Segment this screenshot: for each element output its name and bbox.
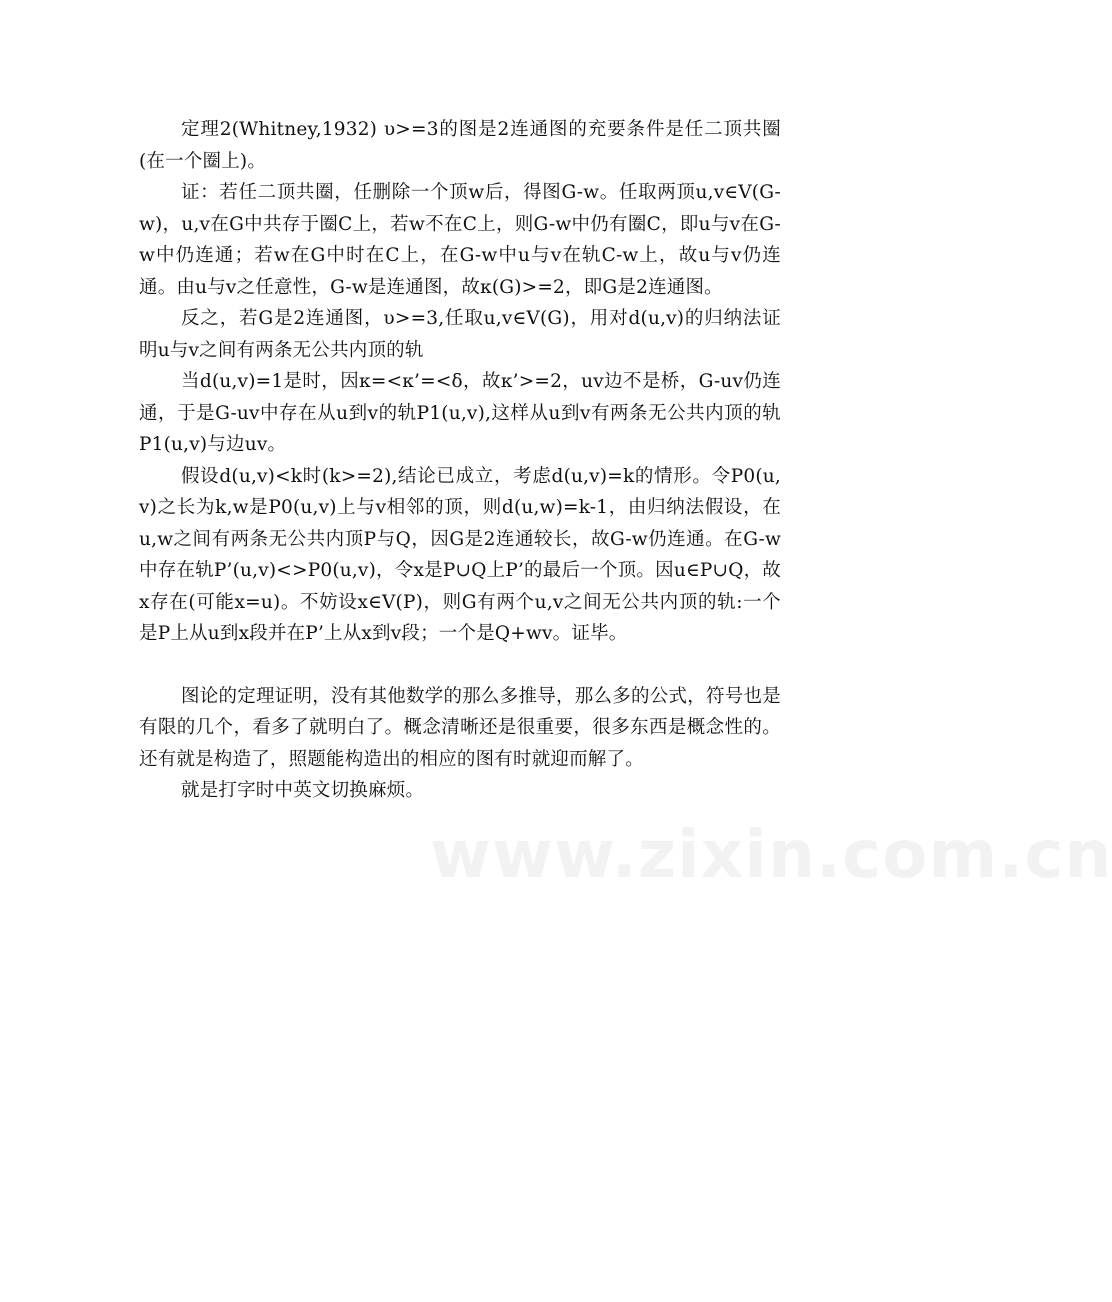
theorem-statement: 定理2(Whitney,1932) υ>=3的图是2连通图的充要条件是任二顶共圈(在一个圈上)。	[139, 119, 781, 172]
proof-induction-step: 假设d(u,v)<k时(k>=2),结论已成立，考虑d(u,v)=k的情形。令P0(u,v)之长为k,w是P0(u,v)上与v相邻的顶，则d(u,w)=k-1，由归纳法假设，在u,w之间有两条无公共内顶P与Q，因G是2连通较长，故G-w仍连通。在G-w中存在轨P’(u,v)<>P0(u,v)，令x是P∪Q上P’的最后一个顶。因u∈P∪Q，故x存在(可能x=u)。不妨设x∈V(P)，则G有两个u,v之间无公共内顶的轨:一个是P上从u到x段并在P’上从x到v段；一个是Q+wv。证毕。	[139, 465, 781, 644]
commentary-paragraph: 图论的定理证明，没有其他数学的那么多推导，那么多的公式，符号也是有限的几个，看多了就明白了。概念清晰还是很重要，很多东西是概念性的。还有就是构造了，照题能构造出的相应的图有时就迎而解了。	[139, 685, 781, 770]
watermark: www.zixin.com.cn	[430, 816, 1112, 893]
paragraph-gap	[139, 650, 781, 681]
proof-base-case: 当d(u,v)=1是时，因κ=<κ’=<δ，故κ’>=2，uv边不是桥，G-uv仍连通，于是G-uv中存在从u到v的轨P1(u,v),这样从u到v有两条无公共内顶的轨P1(u,v)与边uv。	[139, 371, 781, 455]
closing-remark: 就是打字时中英文切换麻烦。	[181, 780, 425, 801]
proof-sufficiency: 证：若任二顶共圈，任删除一个顶w后，得图G-w。任取两顶u,v∈V(G-w)，u,v在G中共存于圈C上，若w不在C上，则G-w中仍有圈C，即u与v在G-w中仍连通；若w在G中时在C上，在G-w中u与v在轨C-w上，故u与v仍连通。由u与v之任意性，G-w是连通图，故κ(G)>=2，即G是2连通图。	[139, 182, 781, 298]
proof-necessity-intro: 反之，若G是2连通图，υ>=3,任取u,v∈V(G)，用对d(u,v)的归纳法证明u与v之间有两条无公共内顶的轨	[139, 308, 781, 361]
document-body	[139, 114, 781, 807]
